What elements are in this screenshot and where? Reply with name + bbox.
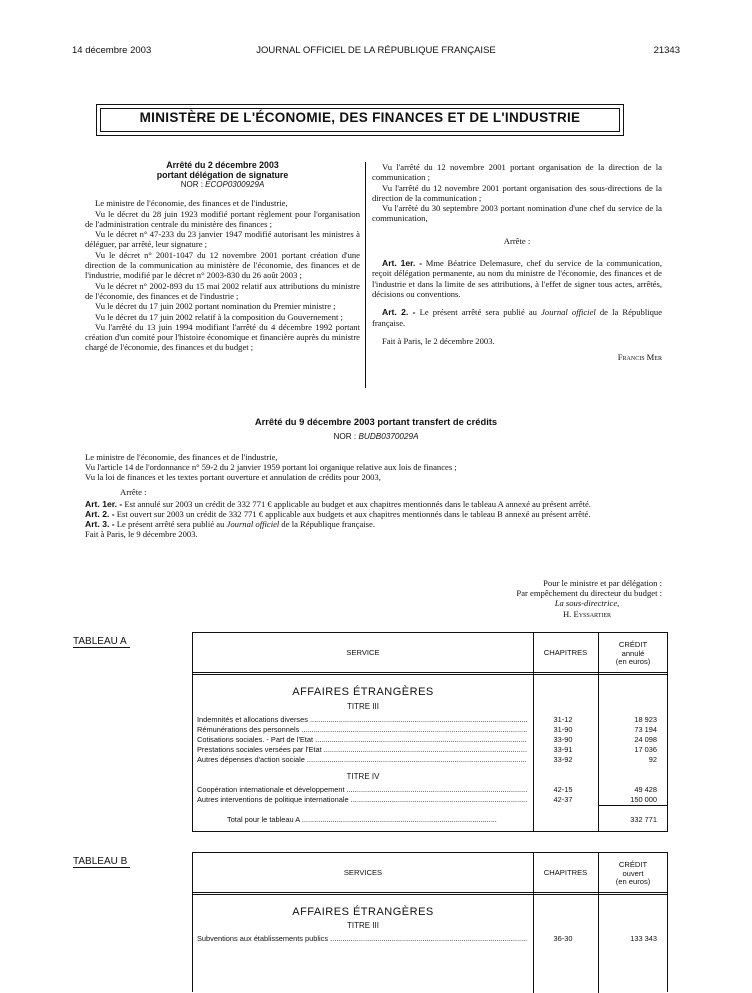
article-1: Art. 1er. - Mme Béatrice Delemasure, chef du service de la communication, reçoit délégation permanente, au nom du ministre de l'économie, des finances et de l'industrie et dans la limite de ses attributions, à l'effet de signer tous actes, arrêtés, décisions ou conventions. bbox=[372, 258, 662, 299]
table-row: Coopération internationale et développement ..... 42-15 49 428 bbox=[197, 785, 667, 795]
tableau-b-label: TABLEAU B bbox=[73, 856, 130, 868]
arrete1-left-column bbox=[85, 160, 360, 353]
signatory: Francis Mer bbox=[617, 352, 662, 363]
paragraph: Vu le décret du 17 juin 2002 relatif à la composition du Gouvernement ; bbox=[95, 311, 343, 322]
signature-line: Par empêchement du directeur du budget : bbox=[516, 588, 662, 599]
arrete1-nor: NOR : ECOP0300929A bbox=[180, 180, 265, 189]
tableau-b bbox=[192, 852, 668, 992]
table-row: Prestations sociales versées par l'Etat ..... 33-91 17 036 bbox=[197, 745, 667, 755]
article-3: Art. 3. - Le présent arrêté sera publié au Journal officiel de la République française. bbox=[85, 519, 375, 530]
table-row: Autres dépenses d'action sociale ..... 33-92 92 bbox=[197, 755, 667, 765]
paragraph: Le ministre de l'économie, des finances et de l'industrie, bbox=[95, 198, 288, 209]
column-header-services: SERVICES bbox=[343, 868, 383, 877]
table-row: Cotisations sociales. - Part de l'Etat ..... 33-90 24 098 bbox=[197, 735, 667, 745]
table-row: Indemnités et allocations diverses ..... 31-12 18 923 bbox=[197, 715, 667, 725]
article-2: Art. 2. - Le présent arrêté sera publié au Journal officiel de la République française. bbox=[372, 307, 663, 328]
table-row: Rémunérations des personnels ..... 31-90 73 194 bbox=[197, 725, 667, 735]
arrete-word: Arrête : bbox=[503, 235, 531, 246]
column-header-service: SERVICE bbox=[346, 648, 380, 657]
arrete2-signature bbox=[452, 578, 662, 619]
tableau-a bbox=[192, 632, 668, 832]
section-title: AFFAIRES ÉTRANGÈRES bbox=[292, 906, 434, 918]
header-date: 14 décembre 2003 bbox=[72, 45, 152, 56]
column-header-chapitres: CHAPITRES bbox=[543, 868, 588, 877]
paragraph: Vu l'arrêté du 13 juin 1994 modifiant l'arrêté du 4 décembre 1992 portant création d'un comité pour l'histoire économique et financière auprès du ministre chargé de l'économie, des finances et du budget ; bbox=[85, 321, 360, 353]
column-header-credit: CRÉDIT ouvert (en euros) bbox=[615, 860, 651, 886]
arrete2-title: Arrêté du 9 décembre 2003 portant transfert de crédits bbox=[254, 416, 498, 427]
column-header-credit: CRÉDIT annulé (en euros) bbox=[615, 640, 651, 666]
section-title: AFFAIRES ÉTRANGÈRES bbox=[292, 686, 434, 698]
titre-heading: TITRE IV bbox=[346, 772, 380, 781]
fait-a-paris: Fait à Paris, le 2 décembre 2003. bbox=[382, 335, 495, 346]
arrete1-subtitle: portant délégation de signature bbox=[156, 170, 289, 180]
paragraph: Vu le décret n° 2002-893 du 15 mai 2002 relatif aux attributions du ministre de l'économie, des finances et de l'industrie ; bbox=[85, 280, 360, 301]
arrete2-nor: NOR : BUDB0370029A bbox=[333, 432, 419, 441]
paragraph: Vu l'arrêté du 30 septembre 2003 portant nomination d'une chef du service de la communication, bbox=[372, 203, 662, 224]
column-header-chapitres: CHAPITRES bbox=[543, 648, 588, 657]
ministry-title: MINISTÈRE DE L'ÉCONOMIE, DES FINANCES ET DE L'INDUSTRIE bbox=[139, 110, 581, 125]
titre-heading: TITRE III bbox=[347, 702, 379, 711]
header-page-number: 21343 bbox=[653, 45, 680, 56]
paragraph: Vu le décret du 28 juin 1923 modifié portant règlement pour l'organisation de l'administration centrale du ministère des finances ; bbox=[85, 208, 360, 229]
paragraph: Le ministre de l'économie, des finances et de l'industrie, bbox=[85, 452, 278, 462]
paragraph: Vu l'arrêté du 12 novembre 2001 portant organisation des sous-directions de la direction de la communication ; bbox=[372, 182, 662, 203]
signature-role: La sous-directrice, bbox=[554, 598, 620, 609]
arrete1-right-column bbox=[372, 162, 662, 362]
paragraph: Vu l'arrêté du 12 novembre 2001 portant organisation de la direction de la communication ; bbox=[372, 162, 662, 183]
table-row: Autres interventions de politique internationale ..... 42-37 150 000 bbox=[197, 795, 667, 805]
arrete-word: Arrête : bbox=[120, 486, 147, 497]
signature-name: H. Eyssartier bbox=[562, 608, 612, 619]
arrete1-title: Arrêté du 2 décembre 2003 bbox=[166, 160, 279, 170]
paragraph: Vu le décret n° 2001-1047 du 12 novembre 2001 portant création d'une direction de la communication au ministère de l'économie, des finances et de l'industrie, modifié par le décret n° 2003-830 du 26 août 2003 ; bbox=[85, 249, 360, 281]
column-divider bbox=[365, 162, 366, 388]
paragraph: Vu l'article 14 de l'ordonnance n° 59-2 du 2 janvier 1959 portant loi organique relative aux lois de finances ; bbox=[85, 462, 457, 473]
total-row: Total pour le tableau A ..... 332 771 bbox=[227, 815, 667, 825]
signature-line: Pour le ministre et par délégation : bbox=[543, 578, 662, 588]
paragraph: Vu le décret n° 47-233 du 23 janvier 1947 modifié autorisant les ministres à déléguer, par arrêté, leur signature ; bbox=[85, 229, 360, 250]
article-2: Art. 2. - Est ouvert sur 2003 un crédit de 332 771 € applicable aux budgets et aux chapitres mentionnés dans le tableau B annexé au présent arrêté. bbox=[85, 509, 591, 520]
arrete2-body bbox=[85, 452, 665, 540]
paragraph: Vu la loi de finances et les textes portant ouverture et annulation de crédits pour 2003, bbox=[85, 472, 381, 483]
table-row: Subventions aux établissements publics ..... 36-30 133 343 bbox=[197, 934, 667, 944]
article-1: Art. 1er. - Est annulé sur 2003 un crédit de 332 771 € applicable au budget et aux chapitres mentionnés dans le tableau A annexé au présent arrêté. bbox=[85, 498, 591, 509]
paragraph: Vu le décret du 17 juin 2002 portant nomination du Premier ministre ; bbox=[95, 301, 336, 312]
tableau-a-label: TABLEAU A bbox=[73, 636, 130, 648]
titre-heading: TITRE III bbox=[347, 921, 379, 930]
fait-a-paris: Fait à Paris, le 9 décembre 2003. bbox=[85, 529, 198, 540]
header-journal: JOURNAL OFFICIEL DE LA RÉPUBLIQUE FRANÇAISE bbox=[256, 45, 496, 56]
